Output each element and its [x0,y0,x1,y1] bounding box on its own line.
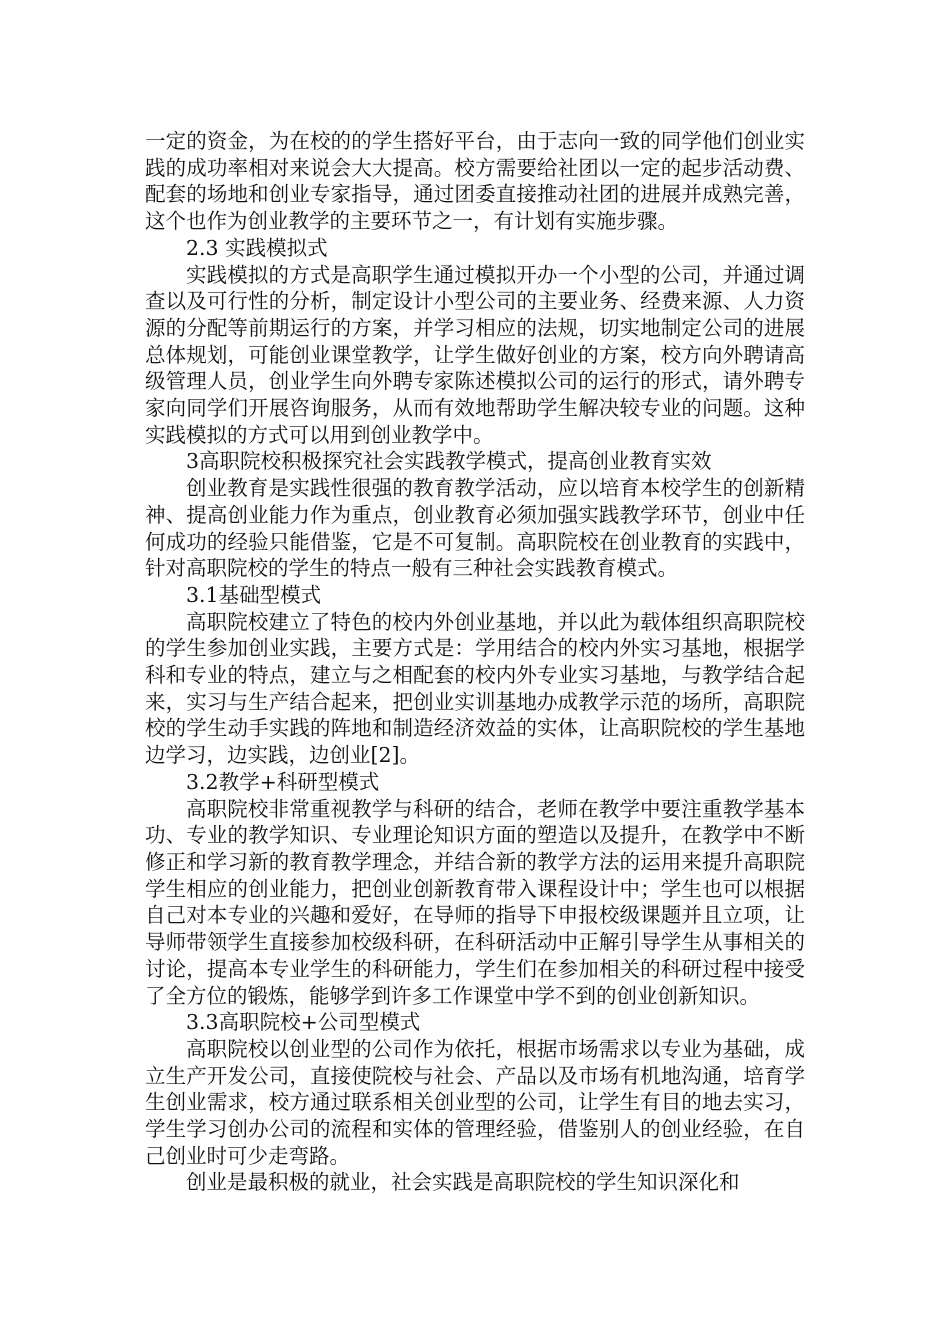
document-body [145,128,805,1196]
paragraph: 实践模拟的方式是高职学生通过模拟开办一个小型的公司，并通过调查以及可行性的分析，制定设计小型公司的主要业务、经费来源、人力资源的分配等前期运行的方案，并学习相应的法规，切实地制定公司的进展总体规划，可能创业课堂教学，让学生做好创业的方案，校方向外聘请高级管理人员，创业学生向外聘专家陈述模拟公司的运行的形式，请外聘专家向同学们开展咨询服务，从而有效地帮助学生解决较专业的问题。这种实践模拟的方式可以用到创业教学中。 [145,262,805,447]
section-heading: 2.3 实践模拟式 [186,235,328,260]
paragraph: 高职院校非常重视教学与科研的结合，老师在教学中要注重教学基本功、专业的教学知识、专业理论知识方面的塑造以及提升，在教学中不断修正和学习新的教育教学理念，并结合新的教学方法的运用来提升高职院学生相应的创业能力，把创业创新教育带入课程设计中；学生也可以根据自己对本专业的兴趣和爱好，在导师的指导下申报校级课题并且立项，让导师带领学生直接参加校级科研，在科研活动中正解引导学生从事相关的讨论，提高本专业学生的科研能力，学生们在参加相关的科研过程中接受了全方位的锻炼，能够学到许多工作课堂中学不到的创业创新知识。 [145,796,805,1008]
paragraph: 高职院校建立了特色的校内外创业基地，并以此为载体组织高职院校的学生参加创业实践，主要方式是：学用结合的校内外实习基地，根据学科和专业的特点，建立与之相配套的校内外专业实习基地，与教学结合起来，实习与生产结合起来，把创业实训基地办成教学示范的场所，高职院校的学生动手实践的阵地和制造经济效益的实体，让高职院校的学生基地边学习，边实践，边创业[2]。 [145,609,805,768]
section-heading: 3.2教学+科研型模式 [186,769,380,794]
paragraph: 高职院校以创业型的公司作为依托，根据市场需求以专业为基础，成立生产开发公司，直接使院校与社会、产品以及市场有机地沟通，培育学生创业需求，校方通过联系相关创业型的公司，让学生有目的地去实习，学生学习创办公司的流程和实体的管理经验，借鉴别人的创业经验，在自己创业时可少走弯路。 [145,1036,805,1168]
paragraph: 创业教育是实践性很强的教育教学活动，应以培育本校学生的创新精神、提高创业能力作为重点，创业教育必须加强实践教学环节，创业中任何成功的经验只能借鉴，它是不可复制。高职院校在创业教育的实践中，针对高职院校的学生的特点一般有三种社会实践教育模式。 [145,476,805,581]
paragraph: 一定的资金，为在校的的学生搭好平台，由于志向一致的同学他们创业实践的成功率相对来说会大大提高。校方需要给社团以一定的起步活动费、配套的场地和创业专家指导，通过团委直接推动社团的进展并成熟完善，这个也作为创业教学的主要环节之一，有计划有实施步骤。 [145,129,805,234]
paragraph: 创业是最积极的就业，社会实践是高职院校的学生知识深化和 [186,1170,740,1195]
section-heading: 3.3高职院校+公司型模式 [186,1010,421,1035]
section-heading: 3.1基础型模式 [186,582,322,607]
section-heading: 3高职院校积极探究社会实践教学模式，提高创业教育实效 [186,449,712,474]
